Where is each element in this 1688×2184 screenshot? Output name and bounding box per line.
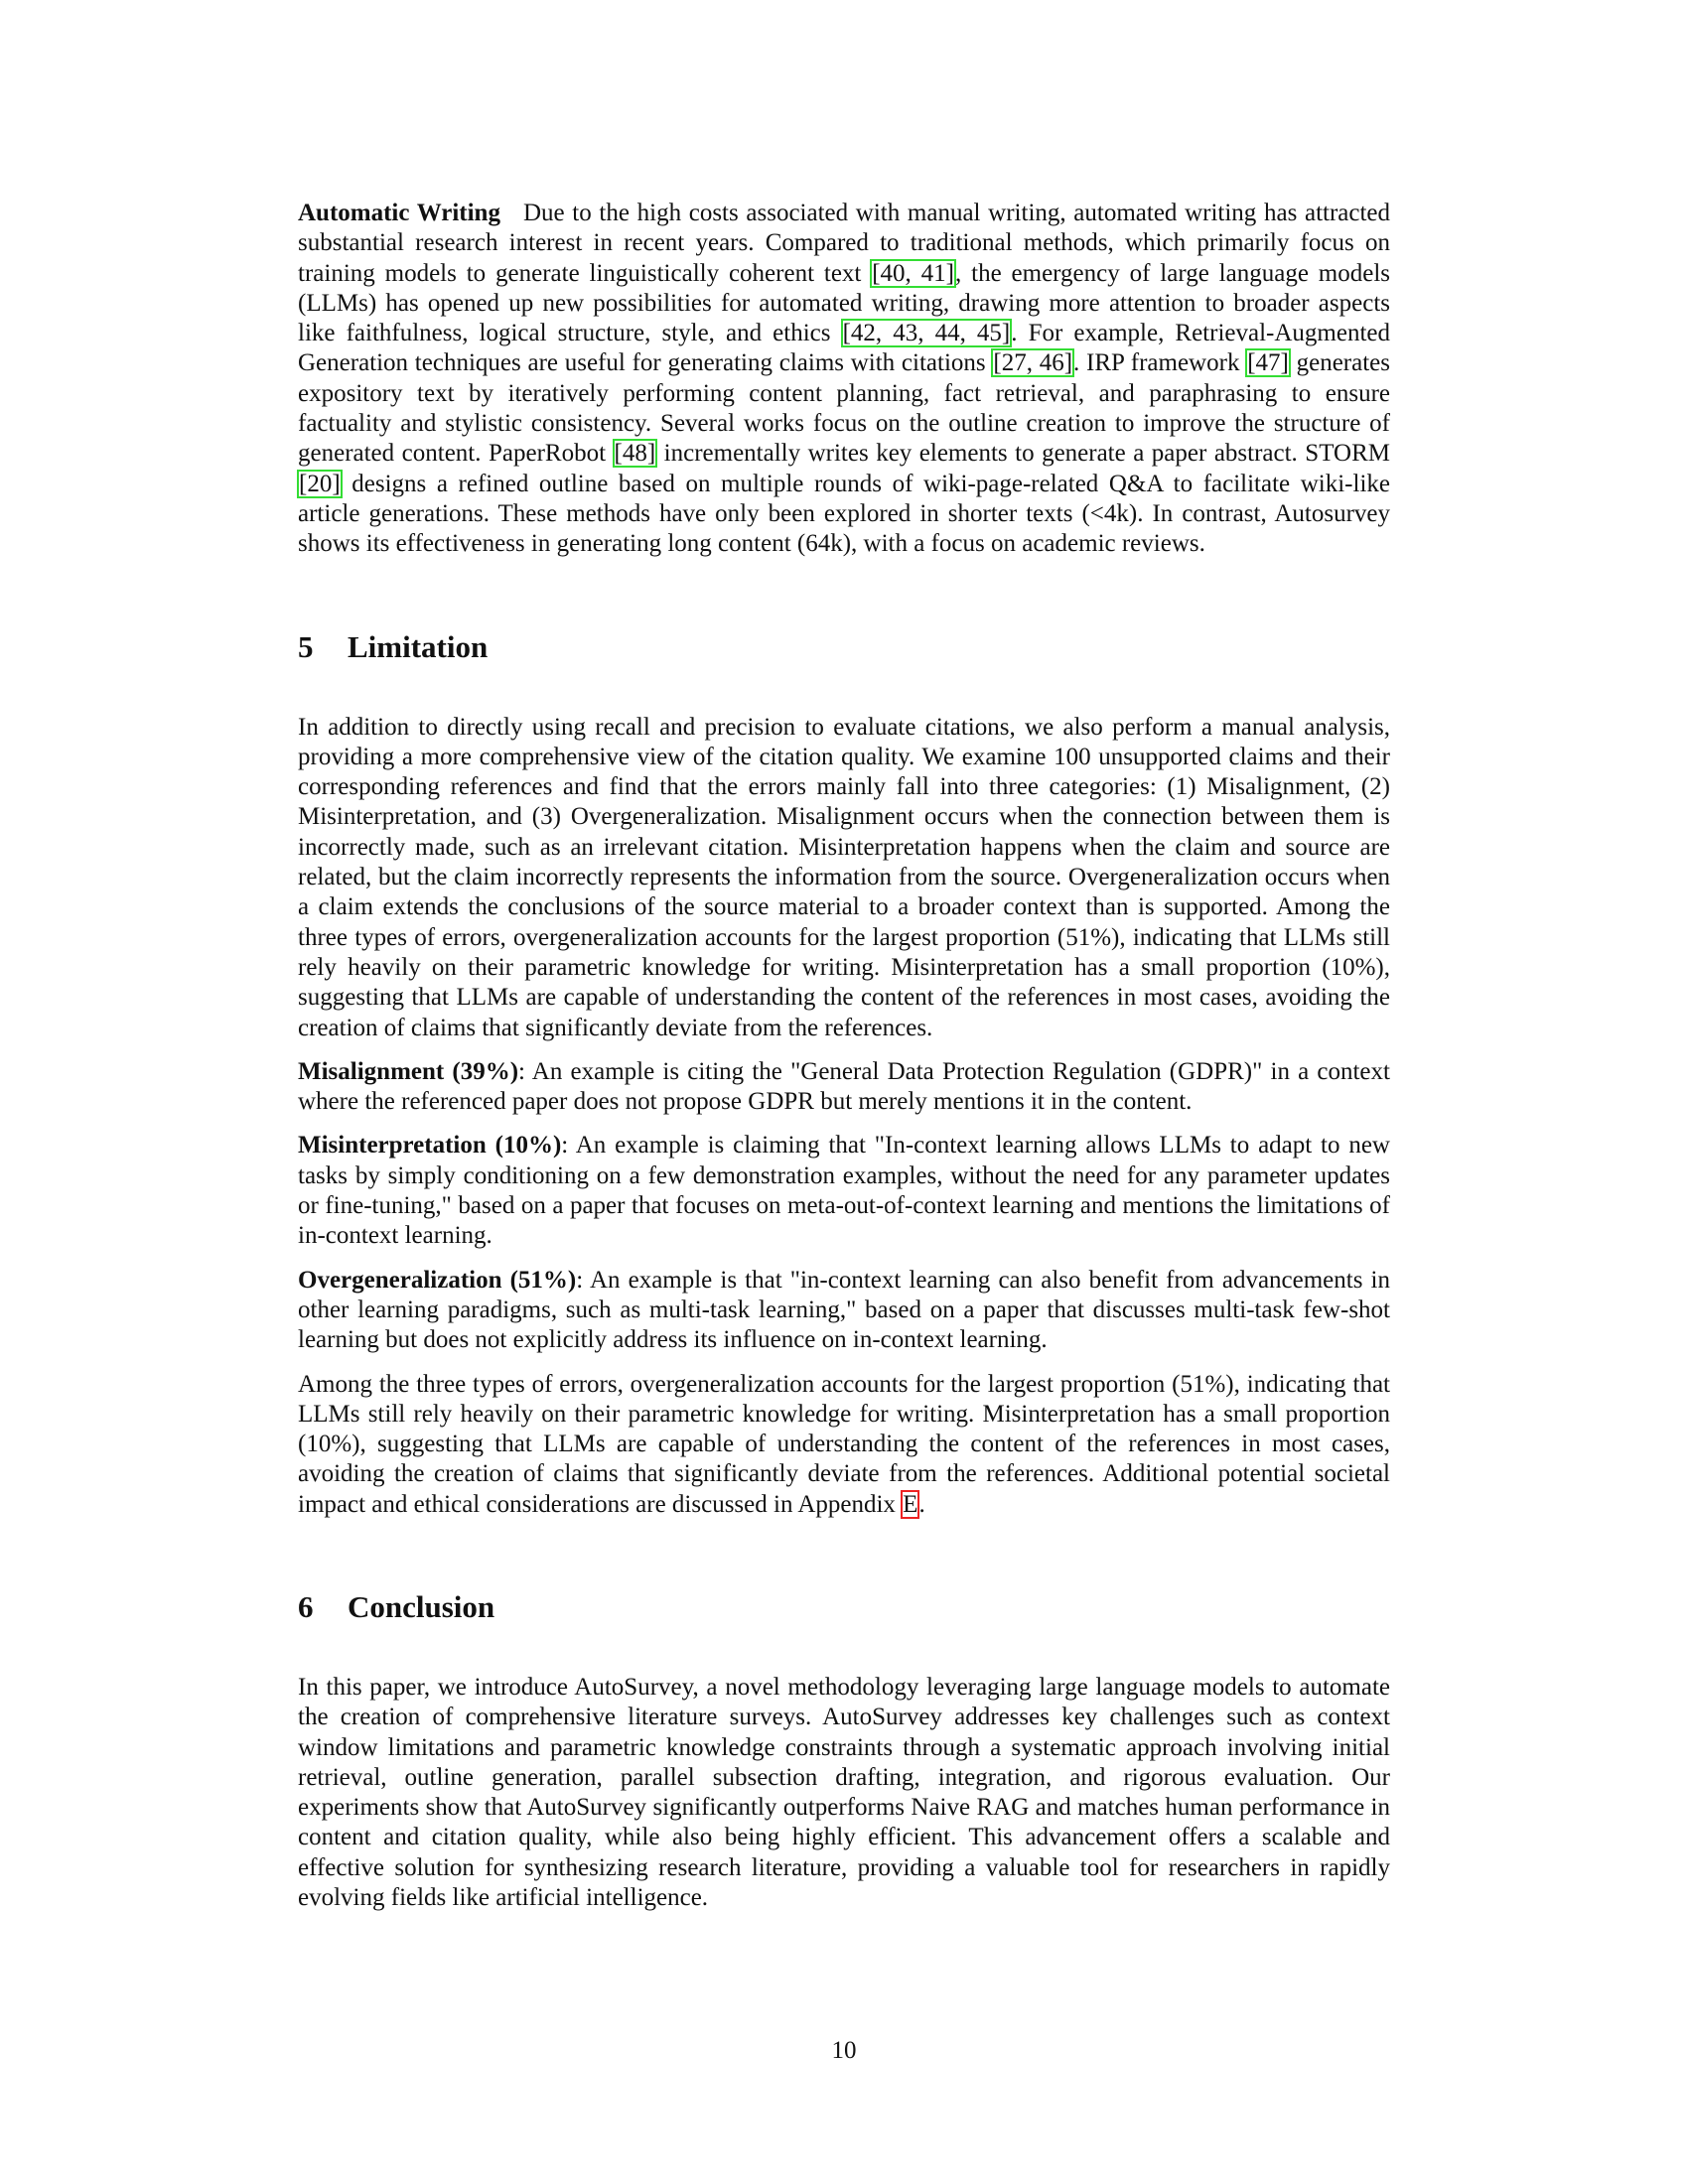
- citation-link[interactable]: [48]: [614, 440, 656, 468]
- overgeneralization-label: Overgeneralization (51%): [298, 1266, 577, 1294]
- body-text: , the emergency of large language models (LLMs) has opened up new possibilities for automated writing, drawing more attention to broader aspects like faithfulness, logical structure, style, and ethics: [298, 259, 1390, 347]
- body-text: designs a refined outline based on multiple rounds of wiki-page-related Q&A to facilitate wiki-like article generations. These methods have only been explored in shorter texts (<4k). In contrast, Autosurvey shows its effectiveness in generating long content (64k), with a focus on academic reviews.: [298, 470, 1390, 558]
- body-text: .: [918, 1490, 925, 1518]
- section-heading-conclusion: [298, 1589, 1390, 1625]
- conclusion-paragraph: In this paper, we introduce AutoSurvey, a novel methodology leveraging large language models to automate the creation of comprehensive literature surveys. AutoSurvey addresses key challenges such as context window limitations and parametric knowledge constraints through a systematic approach involving initial retrieval, outline generation, parallel subsection drafting, integration, and rigorous evaluation. Our experiments show that AutoSurvey significantly outperforms Naive RAG and matches human performance in content and citation quality, while also being highly efficient. This advancement offers a scalable and effective solution for synthesizing research literature, providing a valuable tool for researchers in rapidly evolving fields like artificial intelligence.: [298, 1673, 1390, 1912]
- misalignment-label: Misalignment (39%): [298, 1057, 519, 1085]
- section-number: 5: [298, 628, 314, 664]
- appendix-link[interactable]: E: [903, 1490, 918, 1518]
- section-number: 6: [298, 1588, 314, 1624]
- overgeneralization-paragraph: [298, 1266, 1390, 1356]
- body-text: : An example is citing the "General Data Protection Regulation (GDPR)" in a context where the referenced paper does not propose GDPR but merely mentions it in the content.: [298, 1057, 1390, 1116]
- citation-link[interactable]: [27, 46]: [993, 349, 1073, 377]
- body-text: . For example, Retrieval-Augmented Generation techniques are useful for generating claims with citations: [298, 320, 1391, 377]
- citation-link[interactable]: [40, 41]: [872, 259, 955, 287]
- citation-link[interactable]: [20]: [299, 470, 341, 497]
- citation-link[interactable]: [47]: [1247, 349, 1289, 377]
- body-text: Due to the high costs associated with manual writing, automated writing has attracted substantial research interest in recent years. Compared to traditional methods, which primarily focus on training models to generate linguistically coherent text: [298, 200, 1391, 287]
- body-text: . IRP framework: [1073, 349, 1247, 377]
- section-title: Conclusion: [348, 1588, 495, 1624]
- paper-page: [298, 199, 1390, 1913]
- body-text: : An example is claiming that "In-context learning allows LLMs to adapt to new tasks by simply conditioning on a few demonstration examples, without the need for any parameter updates or fine-tuning," based on a paper that focuses on meta-out-of-context learning and mentions the limitations of in-context learning.: [298, 1132, 1390, 1250]
- body-text: Among the three types of errors, overgeneralization accounts for the largest proportion (51%), indicating that LLMs still rely heavily on their parametric knowledge for writing. Misinterpretation has a small proportion (10%), suggesting that LLMs are capable of understanding the content of the references in most cases, avoiding the creation of claims that significantly deviate from the references. Additional potential societal impact and ethical considerations are discussed in Appendix: [298, 1370, 1390, 1518]
- misalignment-paragraph: [298, 1057, 1390, 1118]
- misinterpretation-paragraph: [298, 1131, 1390, 1251]
- page-number: 10: [831, 2037, 857, 2064]
- citation-link[interactable]: [42, 43, 44, 45]: [842, 320, 1011, 347]
- misinterpretation-label: Misinterpretation (10%): [298, 1132, 562, 1160]
- limitation-intro-paragraph: In addition to directly using recall and precision to evaluate citations, we also perform a manual analysis, providing a more comprehensive view of the citation quality. We examine 100 unsupported claims and their corresponding references and find that the errors mainly fall into three categories: (1) Misalignment, (2) Misinterpretation, and (3) Overgeneralization. Misalignment occurs when the connection between them is incorrectly made, such as an irrelevant citation. Misinterpretation happens when the claim and source are related, but the claim incorrectly represents the information from the source. Overgeneralization occurs when a claim extends the conclusions of the source material to a broader context than is supported. Among the three types of errors, overgeneralization accounts for the largest proportion (51%), indicating that LLMs still rely heavily on their parametric knowledge for writing. Misinterpretation has a small proportion (10%), suggesting that LLMs are capable of understanding the content of the references in most cases, avoiding the creation of claims that significantly deviate from the references.: [298, 713, 1390, 1041]
- automatic-writing-heading: Automatic Writing: [298, 200, 500, 226]
- body-text: : An example is that "in-context learning can also benefit from advancements in other learning paradigms, such as multi-task learning," based on a paper that discusses multi-task few-shot learning but does not explicitly address its influence on in-context learning.: [298, 1266, 1390, 1354]
- limitation-summary-paragraph: [298, 1370, 1390, 1520]
- automatic-writing-paragraph: [298, 199, 1390, 560]
- section-title: Limitation: [348, 628, 489, 664]
- section-heading-limitation: [298, 629, 1390, 665]
- body-text: incrementally writes key elements to generate a paper abstract. STORM: [656, 440, 1390, 468]
- body-text: generates expository text by iteratively performing content planning, fact retrieval, and paraphrasing to ensure factuality and stylistic consistency. Several works focus on the outline creation to improve the structure of generated content. PaperRobot: [298, 349, 1390, 468]
